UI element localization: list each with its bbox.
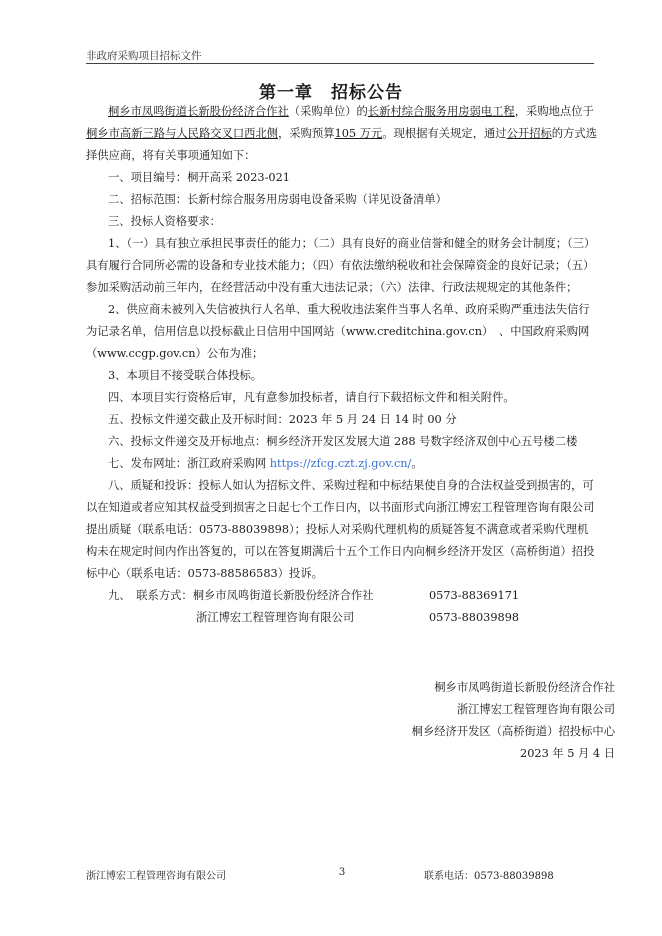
item-post-qualification: 四、本项目实行资格后审，凡有意参加投标者，请自行下载招标文件和相关附件。 — [108, 391, 515, 404]
footer-phone: 联系电话：0573-88039898 — [424, 871, 554, 882]
item-project-number: 一、项目编号：桐开高采 2023-021 — [108, 171, 290, 184]
procurement-method: 公开招标 — [506, 127, 552, 140]
budget-amount: 105 万元 — [334, 127, 383, 140]
header-doc-type: 非政府采购项目招标文件 — [86, 50, 202, 62]
purchaser-name: 桐乡市凤鸣街道长新股份经济合作社 — [108, 105, 289, 118]
signature-date: 2023 年 5 月 4 日 — [520, 747, 615, 760]
footer-company: 浙江博宏工程管理咨询有限公司 — [86, 871, 226, 882]
signature-block — [412, 677, 615, 765]
website-link[interactable]: https://zfcg.czt.zj.gov.cn/ — [269, 457, 412, 470]
item-scope: 二、招标范围：长新村综合服务用房弱电设备采购（详见设备清单） — [108, 193, 447, 206]
project-name: 长新村综合服务用房弱电工程 — [367, 105, 515, 118]
contact-2-phone: 0573-88039898 — [429, 611, 520, 624]
announcement-body — [86, 101, 598, 629]
qualification-2: 2、供应商未被列入失信被执行人名单、重大税收违法案件当事人名单、政府采购严重违法失信行为记录名单，信用信息以投标截止日信用中国网站（www.creditchina.gov.cn） 、中国政府采购网（www.ccgp.gov.cn）公布为准； — [86, 303, 590, 360]
item-qualification-heading: 三、投标人资格要求： — [108, 215, 221, 228]
footer-page-number: 3 — [338, 867, 346, 878]
item-website: 七、发布网址：浙江政府采购网 https://zfcg.czt.zj.gov.cn/。 — [108, 457, 423, 470]
qualification-3: 3、本项目不接受联合体投标。 — [108, 369, 263, 382]
item-complaints: 八、质疑和投诉：投标人如认为招标文件、采购过程和中标结果使自身的合法权益受到损害的，可以在知道或者应知其权益受到损害之日起七个工作日内，以书面形式向浙江博宏工程管理咨询有限公司提出质疑（联系电话：0573-88039898）；投标人对采购代理机构的质疑答复不满意或者采购代理机构未在规定时间内作出答复的，可以在答复期满后十五个工作日内向桐乡经济开发区（高桥街道）招投标中心（联系电话：0573-88586583）投诉。 — [86, 479, 595, 580]
contact-2-name: 浙江博宏工程管理咨询有限公司 — [196, 611, 355, 624]
contact-row-1 — [86, 585, 598, 607]
intro-paragraph: 桐乡市凤鸣街道长新股份经济合作社（采购单位）的长新村综合服务用房弱电工程，采购地点位于桐乡市高新三路与人民路交叉口西北侧，采购预算105 万元。现根据有关规定，通过公开招标的方式选择供应商，将有关事项通知如下： — [86, 105, 597, 162]
signature-line-2: 浙江博宏工程管理咨询有限公司 — [456, 703, 615, 716]
qualification-1: 1、（一）具有独立承担民事责任的能力；（二）具有良好的商业信誉和健全的财务会计制度；（三）具有履行合同所必需的设备和专业技术能力；（四）有依法缴纳税收和社会保障资金的良好记录；（五）参加采购活动前三年内，在经营活动中没有重大违法记录；（六）法律、行政法规规定的其他条件； — [86, 237, 596, 294]
contact-1-name: 桐乡市凤鸣街道长新股份经济合作社 — [192, 589, 374, 602]
contact-label: 九、 联系方式： — [108, 589, 193, 602]
procurement-location: 桐乡市高新三路与人民路交叉口西北侧 — [86, 127, 279, 140]
contact-1-phone: 0573-88369171 — [429, 589, 520, 602]
item-deadline: 五、投标文件递交截止及开标时间：2023 年 5 月 24 日 14 时 00 分 — [108, 413, 457, 426]
item-venue: 六、投标文件递交及开标地点：桐乡经济开发区发展大道 288 号数字经济双创中心五号楼二楼 — [108, 435, 578, 448]
chapter-title: 第一章 招标公告 — [259, 83, 403, 103]
header-divider — [86, 63, 594, 64]
contact-row-2 — [86, 607, 598, 629]
signature-line-1: 桐乡市凤鸣街道长新股份经济合作社 — [434, 681, 615, 694]
signature-line-3: 桐乡经济开发区（高桥街道）招投标中心 — [411, 725, 615, 738]
